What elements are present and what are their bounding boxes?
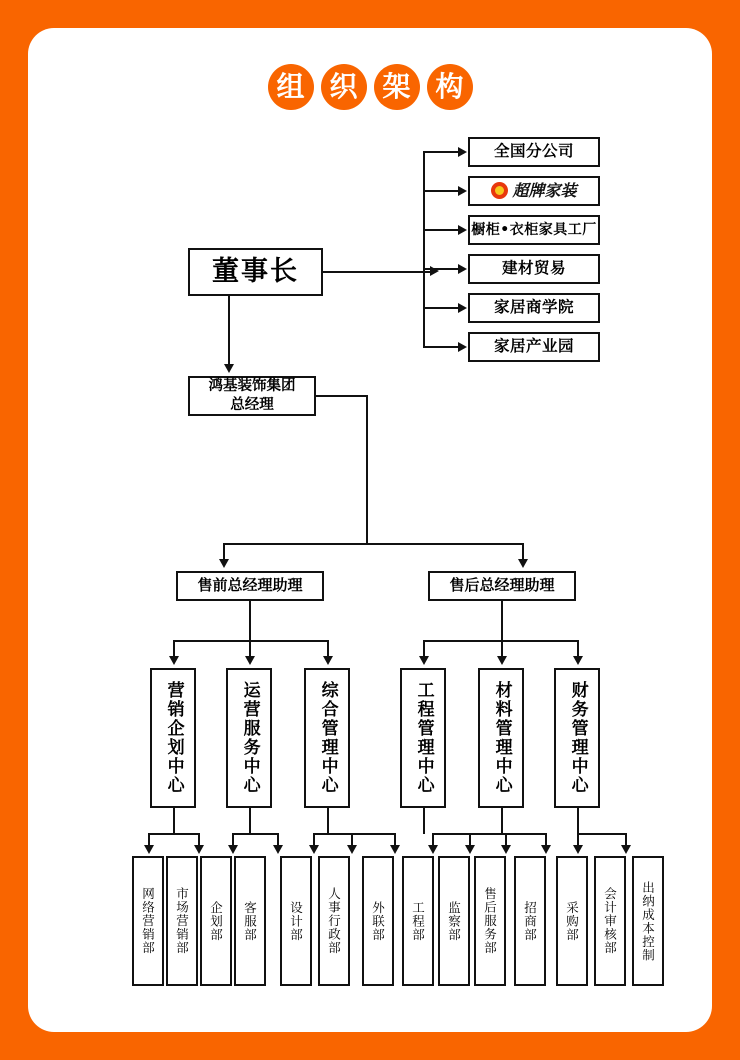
- arrow-center-1: [169, 656, 179, 665]
- arrow-dept-13: [621, 845, 631, 854]
- line-branch-4: [423, 268, 458, 270]
- arrow-dept-1: [144, 845, 154, 854]
- node-dept-14: 出纳成本控制: [632, 856, 664, 986]
- title-char-2: 织: [321, 64, 367, 110]
- arrow-dept-7: [390, 845, 400, 854]
- node-branch-5: 家居商学院: [468, 293, 600, 323]
- arrow-center-4: [419, 656, 429, 665]
- node-center-5: 材料管理中心: [478, 668, 524, 808]
- arrow-dept-2: [194, 845, 204, 854]
- line-c5-bus: [501, 833, 546, 835]
- title-char-1: 组: [268, 64, 314, 110]
- arrow-dept-4: [273, 845, 283, 854]
- line-branch-trunk: [423, 152, 425, 348]
- arrow-dept-8: [428, 845, 438, 854]
- arrow-center-3: [323, 656, 333, 665]
- line-c3-bus: [313, 833, 395, 835]
- arrow-branch-3: [458, 225, 467, 235]
- title-char-4: 构: [427, 64, 473, 110]
- line-aftersale-down: [501, 601, 503, 641]
- node-branch-6: 家居产业园: [468, 332, 600, 362]
- line-c4-down: [423, 808, 425, 834]
- node-dept-1: 网络营销部: [132, 856, 164, 986]
- line-c1-bus: [148, 833, 200, 835]
- arrow-dept-9: [465, 845, 475, 854]
- node-branch-2-label: 超牌家装: [512, 180, 577, 200]
- arrow-dept-11: [541, 845, 551, 854]
- arrow-dept-3: [228, 845, 238, 854]
- node-general-manager: [188, 376, 316, 416]
- node-branch-1: 全国分公司: [468, 137, 600, 167]
- node-general-manager-line2: 总经理: [230, 397, 274, 413]
- node-branch-3: 橱柜•衣柜家具工厂: [468, 215, 600, 245]
- arrow-dept-12: [573, 845, 583, 854]
- line-c1-down: [173, 808, 175, 834]
- arrow-branch-6: [458, 342, 467, 352]
- arrow-chairman-gm: [224, 364, 234, 373]
- arrow-branch-2: [458, 186, 467, 196]
- line-c6-bus: [577, 833, 627, 835]
- line-branch-3: [423, 229, 458, 231]
- node-dept-7: 外联部: [362, 856, 394, 986]
- node-center-6: 财务管理中心: [554, 668, 600, 808]
- node-dept-4: 客服部: [234, 856, 266, 986]
- node-assistant-aftersale: 售后总经理助理: [428, 571, 576, 601]
- node-branch-4: 建材贸易: [468, 254, 600, 284]
- line-c6-down: [577, 808, 579, 834]
- arrow-assistant-left: [219, 559, 229, 568]
- page-title: [28, 64, 712, 110]
- node-center-2: 运营服务中心: [226, 668, 272, 808]
- line-c2-down: [249, 808, 251, 834]
- node-center-3: 综合管理中心: [304, 668, 350, 808]
- arrow-branch-1: [458, 147, 467, 157]
- node-dept-10: 售后服务部: [474, 856, 506, 986]
- node-dept-3: 企划部: [200, 856, 232, 986]
- node-chairman: 董事长: [188, 248, 323, 296]
- node-dept-11: 招商部: [514, 856, 546, 986]
- line-c2-bus: [232, 833, 278, 835]
- arrow-branch-5: [458, 303, 467, 313]
- node-dept-8: 工程部: [402, 856, 434, 986]
- node-dept-13: 会计审核部: [594, 856, 626, 986]
- line-presale-down: [249, 601, 251, 641]
- arrow-assistant-right: [518, 559, 528, 568]
- arrow-branch-4: [458, 264, 467, 274]
- node-dept-2: 市场营销部: [166, 856, 198, 986]
- line-branch-5: [423, 307, 458, 309]
- brand-logo-icon: [491, 182, 508, 199]
- line-gm-to-down: [316, 395, 368, 397]
- arrow-dept-6: [347, 845, 357, 854]
- node-dept-5: 设计部: [280, 856, 312, 986]
- arrow-dept-10: [501, 845, 511, 854]
- arrow-dept-5: [309, 845, 319, 854]
- line-branch-1: [423, 151, 458, 153]
- node-dept-6: 人事行政部: [318, 856, 350, 986]
- line-chairman-right: [323, 271, 430, 273]
- node-general-manager-line1: 鸿基装饰集团: [208, 378, 296, 395]
- node-center-1: 营销企划中心: [150, 668, 196, 808]
- arrow-center-5: [497, 656, 507, 665]
- node-branch-2: [468, 176, 600, 206]
- node-assistant-presale: 售前总经理助理: [176, 571, 324, 601]
- title-char-3: 架: [374, 64, 420, 110]
- line-gm-down: [366, 396, 368, 544]
- line-c5-down: [501, 808, 503, 834]
- line-branch-6: [423, 346, 458, 348]
- line-assistant-bus: [223, 543, 523, 545]
- arrow-center-2: [245, 656, 255, 665]
- poster-card: [28, 28, 712, 1032]
- line-chairman-gm: [228, 296, 230, 366]
- line-c3-down: [327, 808, 329, 834]
- node-dept-9: 监察部: [438, 856, 470, 986]
- node-center-4: 工程管理中心: [400, 668, 446, 808]
- line-branch-2: [423, 190, 458, 192]
- node-dept-12: 采购部: [556, 856, 588, 986]
- arrow-center-6: [573, 656, 583, 665]
